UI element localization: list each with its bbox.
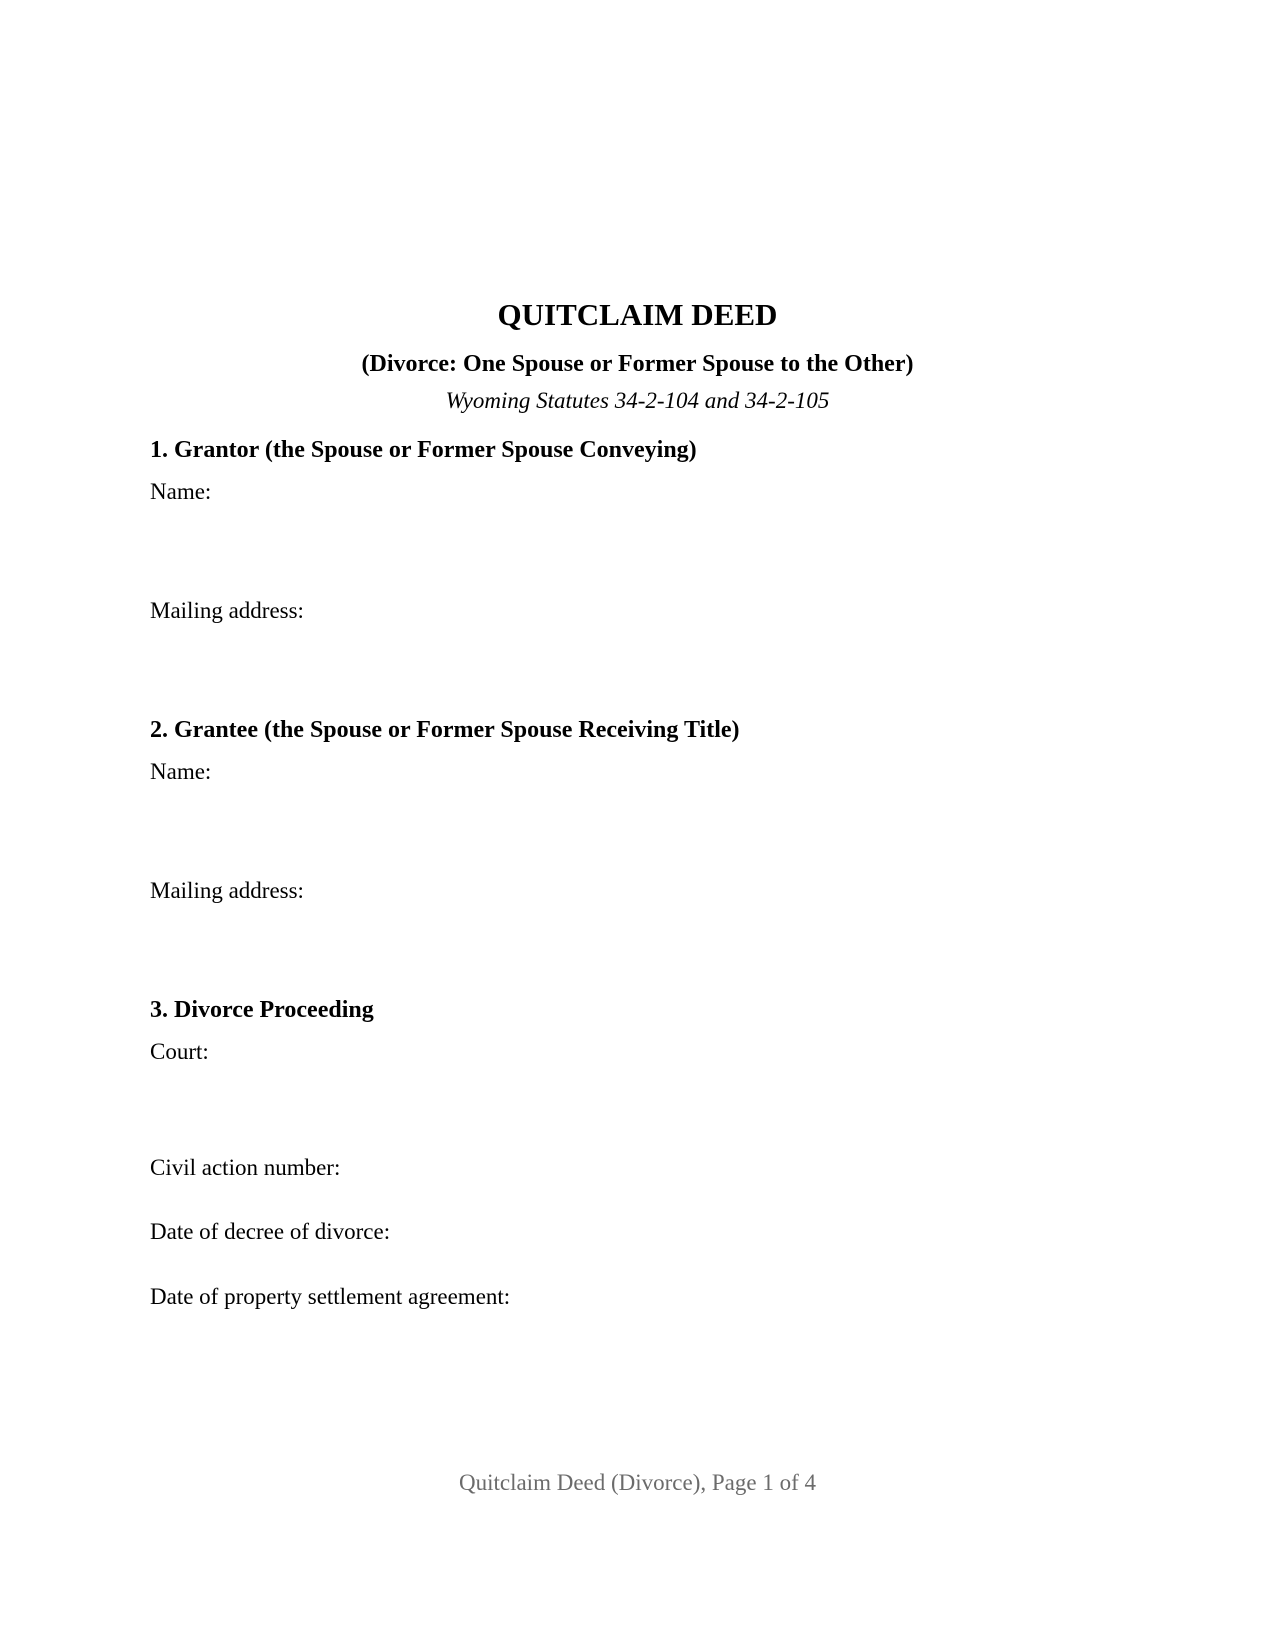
page-footer: Quitclaim Deed (Divorce), Page 1 of 4 bbox=[458, 1470, 817, 1495]
civil-action-number-label: Civil action number: bbox=[150, 1155, 341, 1180]
court-label: Court: bbox=[150, 1039, 209, 1064]
grantee-name-label: Name: bbox=[150, 759, 212, 784]
section-heading-grantee: 2. Grantee (the Spouse or Former Spouse Receiving Title) bbox=[150, 717, 740, 743]
section-heading-divorce-proceeding: 3. Divorce Proceeding bbox=[150, 997, 374, 1023]
grantor-mailing-address-label: Mailing address: bbox=[150, 598, 304, 623]
grantee-mailing-address-label: Mailing address: bbox=[150, 878, 304, 903]
grantor-name-label: Name: bbox=[150, 479, 212, 504]
document-subtitle: (Divorce: One Spouse or Former Spouse to the Other) bbox=[361, 351, 914, 377]
section-heading-grantor: 1. Grantor (the Spouse or Former Spouse Conveying) bbox=[150, 437, 697, 463]
date-of-decree-label: Date of decree of divorce: bbox=[150, 1219, 391, 1244]
date-of-settlement-agreement-label: Date of property settlement agreement: bbox=[150, 1284, 511, 1309]
document-title: QUITCLAIM DEED bbox=[497, 297, 778, 332]
statutes-reference: Wyoming Statutes 34-2-104 and 34-2-105 bbox=[445, 388, 830, 413]
